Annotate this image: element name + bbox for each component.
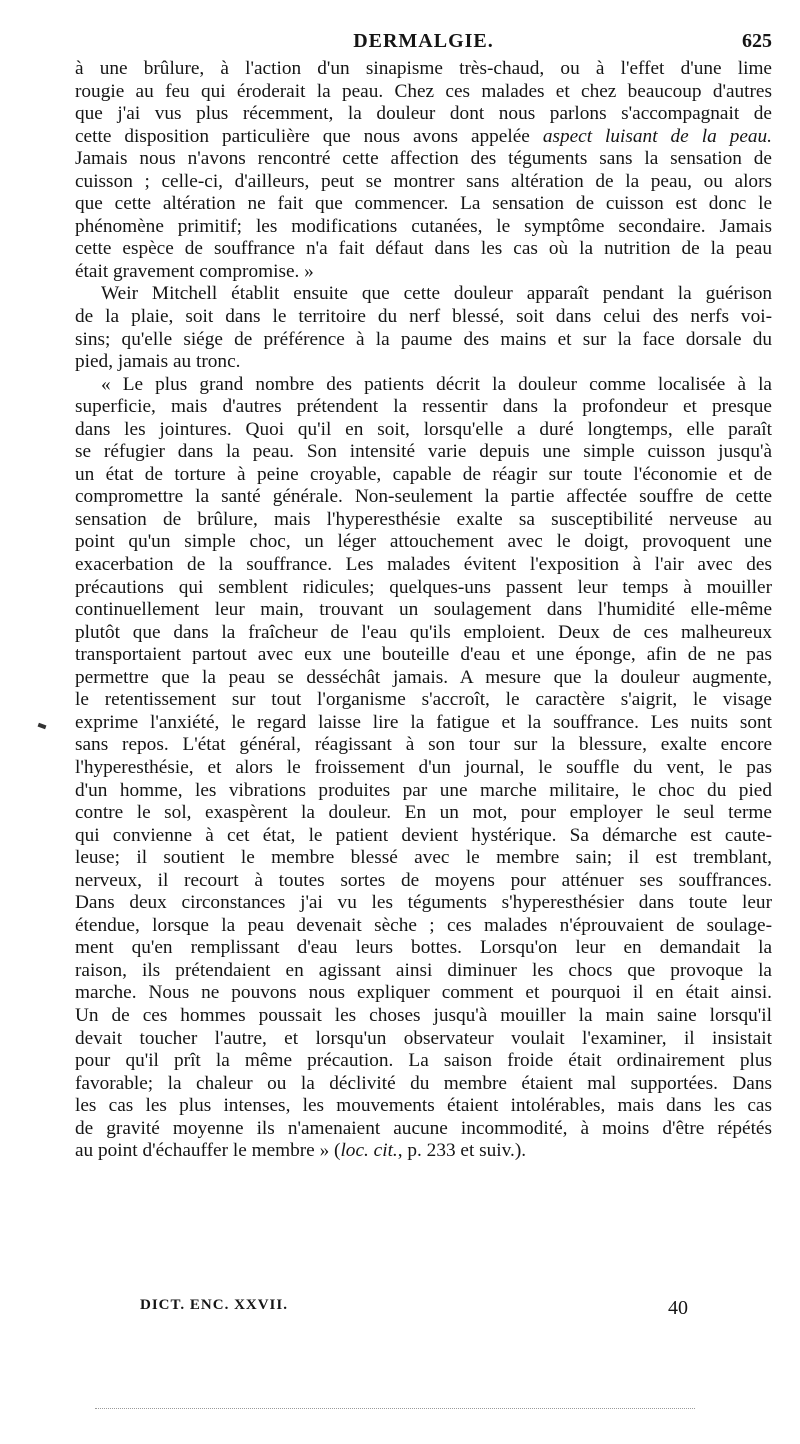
text-line: cette disposition particulière que nous avons appelée aspect luisant de la peau. [75, 125, 772, 147]
text-line: nerveux, il recourt à toutes sortes de moyens pour atténuer ses souffrances. [75, 869, 772, 891]
text-line: contre le sol, exaspèrent la douleur. En un mot, pour employer le seul terme [75, 802, 772, 824]
text-line: à une brûlure, à l'action d'un sinapisme très-chaud, ou à l'effet d'une lime [75, 58, 772, 79]
text-line: sensation de brûlure, mais l'hyperesthésie exalte sa susceptibilité nerveuse au [75, 508, 772, 530]
text-line: sans repos. L'état général, réagissant à son tour sur la blessure, exalte encore [75, 734, 772, 756]
text-line: superficie, mais d'autres prétendent la ressentir dans la profondeur et presque [75, 396, 772, 418]
text-line: ment qu'en remplissant d'eau leurs bottes. Lorsqu'on leur en demandait la [75, 937, 772, 959]
text-line: transportaient partout avec eux une bouteille d'eau et une éponge, afin de ne pas [75, 644, 772, 666]
bottom-dotted-rule [95, 1408, 695, 1409]
text-line: le retentissement sur tout l'organisme s'accroît, le caractère s'aigrit, le visage [75, 689, 772, 711]
text-line: un état de torture à peine croyable, capable de réagir sur toute l'économie et de [75, 463, 772, 485]
text-line: plutôt que dans la fraîcheur de l'eau qu'ils emploient. Deux de ces malheureux [75, 621, 772, 643]
page-number: 625 [742, 30, 772, 52]
text-line: pied, jamais au tronc. [75, 351, 241, 373]
text-line: était gravement compromise. » [75, 260, 314, 282]
text-line: « Le plus grand nombre des patients décrit la douleur comme localisée à la [101, 373, 772, 395]
text-line: de gravité moyenne ils n'amenaient aucune incommodité, à moins d'être répétés [75, 1117, 772, 1139]
body-text [75, 58, 772, 1163]
text-line: phénomène primitif; les modifications cutanées, le symptôme secondaire. Jamais [75, 215, 772, 237]
text-line: favorable; la chaleur ou la déclivité du membre étaient mal supportées. Dans [75, 1072, 772, 1094]
text-line: devait toucher l'autre, et lorsqu'un observateur voulait l'examiner, il insistait [75, 1027, 772, 1049]
text-line: exacerbation de la souffrance. Les malades évitent l'exposition à l'air avec des [75, 554, 772, 576]
margin-mark [38, 723, 47, 729]
text-line: leuse; il soutient le membre blessé avec le membre sain; il est tremblant, [75, 847, 772, 869]
text-line: les cas les plus intenses, les mouvements étaient intolérables, mais dans les cas [75, 1095, 772, 1117]
text-line: point qu'un simple choc, un léger attouchement avec le doigt, provoquent une [75, 531, 772, 553]
text-line: cuisson ; celle-ci, d'ailleurs, peut se montrer sans altération de la peau, ou alors [75, 170, 772, 192]
signature-number: 40 [668, 1297, 688, 1319]
text-line: de la plaie, soit dans le territoire du nerf blessé, soit dans celui des nerfs voi- [75, 306, 772, 328]
text-line: l'hyperesthésie, et alors le froissement d'un journal, le souffle du vent, le pas [75, 756, 772, 778]
text-line: compromettre la santé générale. Non-seulement la partie affectée souffre de cette [75, 486, 772, 508]
text-line: marche. Nous ne pouvons nous expliquer comment et pourquoi il en était ainsi. [75, 982, 772, 1004]
text-line: d'un homme, les vibrations produites par une marche militaire, le choc du pied [75, 779, 772, 801]
text-line: exprime l'anxiété, le regard laisse lire la fatigue et la souffrance. Les nuits sont [75, 711, 772, 733]
text-line: que cette altération ne fait que commencer. La sensation de cuisson est donc le [75, 193, 772, 215]
page-header [75, 30, 772, 56]
text-line: que j'ai vus plus récemment, la douleur dont nous parlons s'accompagnait de [75, 103, 772, 125]
text-line: qui convienne à cet état, le patient devient hystérique. Sa démarche est caute- [75, 824, 772, 846]
text-line: Un de ces hommes poussait les choses jusqu'à mouiller la main saine lorsqu'il [75, 1004, 772, 1026]
text-line: cette espèce de souffrance n'a fait défaut dans les cas où la nutrition de la peau [75, 238, 772, 260]
text-line: Weir Mitchell établit ensuite que cette douleur apparaît pendant la guérison [101, 283, 772, 305]
text-line: Dans deux circonstances j'ai vu les téguments s'hyperesthésier dans toute leur [75, 892, 772, 914]
text-line: permettre que la peau se desséchât jamais. A mesure que la douleur augmente, [75, 666, 772, 688]
text-line: Jamais nous n'avons rencontré cette affection des téguments sans la sensation de [75, 148, 772, 170]
text-line: continuellement leur main, trouvant un soulagement dans l'humidité elle-même [75, 599, 772, 621]
text-line: étendue, lorsque la peau devenait sèche ; ces malades n'éprouvaient de soulage- [75, 914, 772, 936]
page-footer [140, 1297, 700, 1323]
text-line: sins; qu'elle siége de préférence à la paume des mains et sur la face dorsale du [75, 328, 772, 350]
text-line: pour qu'il prît la même précaution. La saison froide était ordinairement plus [75, 1050, 772, 1072]
text-line: au point d'échauffer le membre » (loc. cit., p. 233 et suiv.). [75, 1140, 527, 1162]
running-title: DERMALGIE. [353, 30, 494, 52]
text-line: dans les jointures. Quoi qu'il en soit, lorsqu'elle a duré longtemps, elle paraît [75, 418, 772, 440]
text-line: raison, ils prétendaient en agissant ainsi diminuer les chocs que provoque la [75, 959, 772, 981]
text-line: rougie au feu qui éroderait la peau. Chez ces malades et chez beaucoup d'autres [75, 80, 772, 102]
text-line: se réfugier dans la peau. Son intensité varie depuis une simple cuisson jusqu'à [75, 441, 772, 463]
signature-mark: DICT. ENC. XXVII. [140, 1297, 288, 1313]
text-line: précautions qui semblent ridicules; quelques-uns passent leur temps à mouiller [75, 576, 772, 598]
